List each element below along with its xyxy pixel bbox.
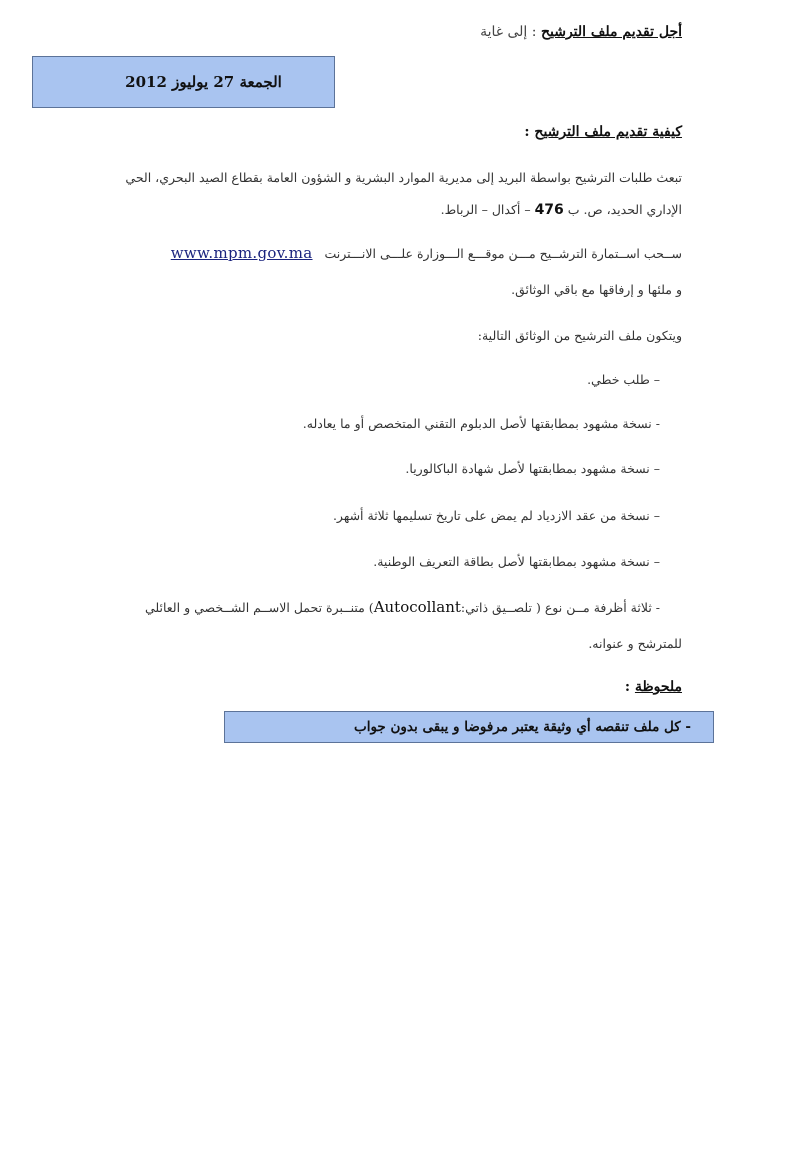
document-item-text: – نسخة مشهود بمطابقتها لأصل شهادة الباكالوريا. [405, 461, 660, 476]
note-text: - كل ملف تنقصه أي وثيقة يعتبر مرفوضا و يبقى بدون جواب [353, 719, 691, 735]
autocollant-text: Autocollant [373, 598, 461, 616]
deadline-date: الجمعة 27 يوليوز 2012 [125, 73, 282, 91]
document-item-text: – طلب خطي. [587, 372, 660, 387]
deadline-label: أجل تقديم ملف الترشيح [540, 24, 682, 40]
submission-text-1: تبعث طلبات الترشيح بواسطة البريد إلى مديرية الموارد البشرية و الشؤون العامة بقطاع الصيد البحري، الحي [125, 170, 682, 185]
envelopes-item-line-1 [40, 598, 660, 616]
documents-intro-text: ويتكون ملف الترشيح من الوثائق التالية: [477, 328, 682, 343]
note-heading-line [625, 679, 682, 695]
documents-intro [478, 328, 682, 343]
download-text-1: ســحب اســتمارة الترشــيح مـــن موقـــع الـــوزارة علـــى الانـــترنت [324, 246, 682, 261]
deadline-date-box [32, 56, 335, 108]
document-item [373, 554, 660, 569]
envelopes-text-b: ) متنــبرة تحمل الاســم الشــخصي و العائلي [144, 600, 374, 615]
document-item [587, 372, 660, 387]
document-item-text: – نسخة من عقد الازدياد لم يمض على تاريخ تسليمها ثلاثة أشهر. [332, 508, 660, 523]
note-heading: ملحوظة [634, 679, 682, 695]
download-paragraph-line-1 [52, 244, 682, 262]
ministry-website-link[interactable]: www.mpm.gov.ma [170, 244, 313, 262]
document-item [405, 461, 660, 476]
envelopes-text-line2: للمترشح و عنوانه. [588, 636, 682, 651]
document-item-text: - نسخة مشهود بمطابقتها لأصل الدبلوم التقني المتخصص أو ما يعادله. [302, 416, 660, 431]
submission-paragraph-line-1 [52, 170, 682, 185]
how-to-heading: كيفية تقديم ملف الترشيح [534, 124, 682, 140]
envelopes-item-line-2 [588, 636, 682, 651]
submission-text-2a: الإداري الحديد، ص. ب [563, 202, 682, 217]
submission-paragraph-line-2 [441, 202, 682, 218]
deadline-line [480, 24, 682, 40]
deadline-suffix: : إلى غاية [480, 24, 541, 40]
how-to-heading-line [524, 124, 682, 140]
document-item [303, 416, 660, 431]
document-item [333, 508, 660, 523]
note-colon: : [624, 679, 635, 695]
submission-text-2b: – أكدال – الرباط. [440, 202, 535, 217]
how-to-colon: : [524, 124, 535, 140]
download-paragraph-line-2 [511, 282, 682, 297]
po-box-number: 476 [534, 202, 564, 218]
envelopes-text-a: - ثلاثة أظرفة مــن نوع ( تلصــيق ذاتي: [460, 600, 660, 615]
download-text-2: و ملئها و إرفاقها مع باقي الوثائق. [511, 282, 682, 297]
document-item-text: – نسخة مشهود بمطابقتها لأصل بطاقة التعريف الوطنية. [373, 554, 660, 569]
note-box [224, 711, 714, 743]
